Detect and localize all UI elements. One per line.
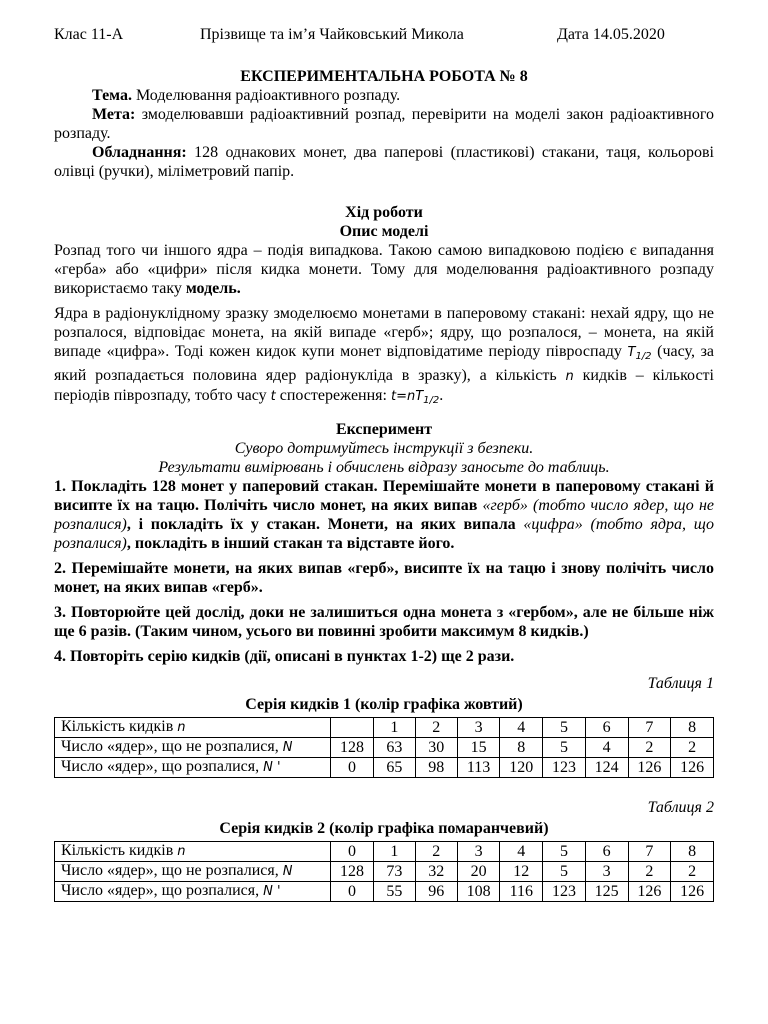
table-cell: 2: [415, 718, 457, 738]
table-cell: 8: [500, 738, 543, 758]
table-row: [55, 882, 714, 902]
table-cell: 116: [500, 882, 543, 902]
table-cell: 2: [671, 738, 714, 758]
table-cell: 3: [585, 862, 628, 882]
model-p2-text-d: спостереження:: [275, 387, 391, 404]
table-cell: 7: [628, 842, 671, 862]
row-symbol: N ': [263, 884, 281, 899]
table-cell: 30: [415, 738, 457, 758]
formula-main: t=nT: [390, 389, 424, 404]
n-symbol: n: [565, 369, 574, 384]
table-row-label: [55, 718, 331, 738]
table-cell: 2: [671, 862, 714, 882]
step1-text-c: , покладіть в інший стакан та відставте його.: [126, 535, 455, 552]
table-row-label: [55, 842, 331, 862]
table-cell: 6: [585, 842, 628, 862]
row-label-text: Число «ядер», що не розпалися,: [61, 862, 283, 879]
row-symbol: N: [282, 864, 293, 879]
table1-title: Серія кидків 1 (колір графіка жовтий): [245, 696, 523, 713]
table-cell: 123: [543, 758, 586, 778]
table-cell: 128: [331, 738, 374, 758]
model-heading: Опис моделі: [339, 223, 429, 240]
row-symbol: n: [177, 720, 186, 735]
row-label-text: Кількість кидків: [61, 842, 178, 859]
table-cell: 4: [585, 738, 628, 758]
topic-text: Моделювання радіоактивного розпаду.: [131, 87, 401, 104]
table-cell: 73: [373, 862, 415, 882]
table-cell: 126: [671, 758, 714, 778]
row-symbol: n: [177, 844, 186, 859]
half-life-symbol: [627, 345, 651, 360]
table-row: [55, 862, 714, 882]
table-cell: 126: [628, 882, 671, 902]
table-cell: 0: [331, 842, 374, 862]
table-cell: 96: [415, 882, 457, 902]
table-cell: 108: [457, 882, 500, 902]
table2-caption: Таблиця 2: [647, 799, 714, 816]
table-cell: 120: [500, 758, 543, 778]
table-cell: 126: [671, 882, 714, 902]
step-3: 3. Повторюйте цей дослід, доки не залишиться одна монета з «гербом», але не більше ніж ще 6 разів. (Таким чином, усього ви повинні зробити максимум 8 кидків.): [54, 604, 714, 640]
model-paragraph-1: [54, 241, 714, 298]
table-cell: 15: [457, 738, 500, 758]
table-cell: 8: [671, 842, 714, 862]
document-title: ЕКСПЕРИМЕНТАЛЬНА РОБОТА № 8: [240, 68, 528, 85]
table2-title: Серія кидків 2 (колір графіка помаранчевий): [219, 820, 549, 837]
model-p1-text: Розпад того чи іншого ядра – подія випадкова. Такою самою випадковою подією є випадання «герба» або «цифри» після кидка монети. Тому для моделювання радіоактивного розпаду використаємо таку: [54, 242, 714, 297]
student-name: Прізвище та ім’я Чайковський Микола: [200, 26, 464, 43]
table-cell: 6: [585, 718, 628, 738]
table-cell: 1: [373, 718, 415, 738]
row-label-text: Кількість кидків: [61, 718, 178, 735]
progress-heading: Хід роботи: [345, 204, 423, 221]
step1-italic-1: «герб» (тобто число ядер, що не розпалися): [54, 497, 714, 533]
table-cell: 55: [373, 882, 415, 902]
goal-label: Мета:: [92, 106, 136, 123]
header-line: [54, 25, 714, 45]
table-cell: 2: [415, 842, 457, 862]
model-p1-bold: модель.: [185, 280, 241, 297]
equipment-paragraph: [54, 143, 714, 181]
table-cell: 1: [373, 842, 415, 862]
table-row: [55, 842, 714, 862]
table-row: [55, 758, 714, 778]
table-cell: 4: [500, 842, 543, 862]
table-cell: 3: [457, 842, 500, 862]
half-life-T: T: [627, 345, 636, 360]
table1: [54, 717, 714, 778]
model-paragraph-2: [54, 304, 714, 410]
table-cell: 0: [331, 882, 374, 902]
equipment-label: Обладнання:: [92, 144, 187, 161]
equipment-text: 128 однакових монет, два паперові (пластикові) стакани, таця, кольорові олівці (ручки), міліметровий папір.: [54, 144, 714, 180]
table-cell: 20: [457, 862, 500, 882]
table-cell: 8: [671, 718, 714, 738]
table-cell: 98: [415, 758, 457, 778]
topic-label: Тема.: [92, 87, 132, 104]
step-1: [54, 477, 714, 553]
time-formula: [391, 389, 439, 404]
table-cell: 126: [628, 758, 671, 778]
row-symbol: N: [282, 740, 293, 755]
topic-paragraph: [54, 86, 714, 105]
table-cell: 2: [628, 862, 671, 882]
model-p2-text-b: (часу, за який розпадається половина ядер радіонукліда в зразку), а кількість: [54, 343, 715, 384]
table-cell: 113: [457, 758, 500, 778]
table-cell: 0: [331, 758, 374, 778]
step-4: 4. Повторіть серію кидків (дії, описані в пунктах 1-2) ще 2 рази.: [54, 648, 515, 665]
step1-text-a: 1. Покладіть 128 монет у паперовий стакан. Перемішайте монети в паперовому стакані й висипте їх на тацю. Полічіть число монет, на яких випав: [54, 478, 714, 514]
row-label-text: Число «ядер», що розпалися,: [61, 758, 264, 775]
table-cell: 3: [457, 718, 500, 738]
table-cell: 128: [331, 862, 374, 882]
model-p2-text-a: Ядра в радіонуклідному зразку змоделюємо монетами в паперовому стакані: нехай ядру, що не розпалося, відповідає монета, на якій випаде «герб»; ядру, що розпалося, – монета, на якій випаде «цифра». Тоді кожен кидок купи монет відповідатиме періоду півроспаду: [54, 305, 714, 360]
table1-caption: Таблиця 1: [647, 675, 714, 692]
table-cell: 65: [373, 758, 415, 778]
table-cell: 124: [585, 758, 628, 778]
table-cell: 5: [543, 718, 586, 738]
worksheet-page: [54, 25, 714, 902]
table-row-label: [55, 862, 331, 882]
table-row: [55, 718, 714, 738]
table-row-label: [55, 758, 331, 778]
table-cell: 5: [543, 842, 586, 862]
t-symbol: t: [270, 389, 276, 404]
date-label: Дата 14.05.2020: [557, 26, 665, 43]
step1-text-b: , і покладіть їх у стакан. Монети, на яких випала: [126, 516, 524, 533]
table-cell: 5: [543, 862, 586, 882]
table-cell: 12: [500, 862, 543, 882]
table-cell: [331, 718, 374, 738]
table-cell: 5: [543, 738, 586, 758]
table-row-label: [55, 882, 331, 902]
goal-paragraph: [54, 105, 714, 143]
model-p2-text-c: кидків – кількості періодів піврозпаду, тобто часу: [54, 367, 714, 404]
row-label-text: Число «ядер», що розпалися,: [61, 882, 264, 899]
results-note: Результати вимірювань і обчислень відразу заносьте до таблиць.: [158, 459, 610, 476]
half-life-subscript: 1/2: [635, 351, 652, 362]
class-label: Клас 11-А: [54, 26, 124, 43]
safety-note: Суворо дотримуйтесь інструкції з безпеки.: [234, 440, 534, 457]
row-symbol: N ': [263, 760, 281, 775]
step-2: 2. Перемішайте монети, на яких випав «герб», висипте їх на тацю і знову полічіть число монет, на яких випав «герб».: [54, 560, 714, 596]
goal-text: змоделювавши радіоактивний розпад, перевірити на моделі закон радіоактивного розпаду.: [54, 106, 714, 142]
row-label-text: Число «ядер», що не розпалися,: [61, 738, 283, 755]
model-p2-end: .: [439, 387, 444, 404]
step1-italic-2: «цифра» (тобто ядра, що розпалися): [54, 516, 715, 552]
table-cell: 2: [628, 738, 671, 758]
table-cell: 32: [415, 862, 457, 882]
experiment-heading: Експеримент: [335, 421, 433, 438]
table-cell: 125: [585, 882, 628, 902]
table-cell: 63: [373, 738, 415, 758]
table-row-label: [55, 738, 331, 758]
table-cell: 4: [500, 718, 543, 738]
table-cell: 123: [543, 882, 586, 902]
table2: [54, 841, 714, 902]
table-cell: 7: [628, 718, 671, 738]
formula-subscript: 1/2: [423, 395, 440, 406]
table-row: [55, 738, 714, 758]
